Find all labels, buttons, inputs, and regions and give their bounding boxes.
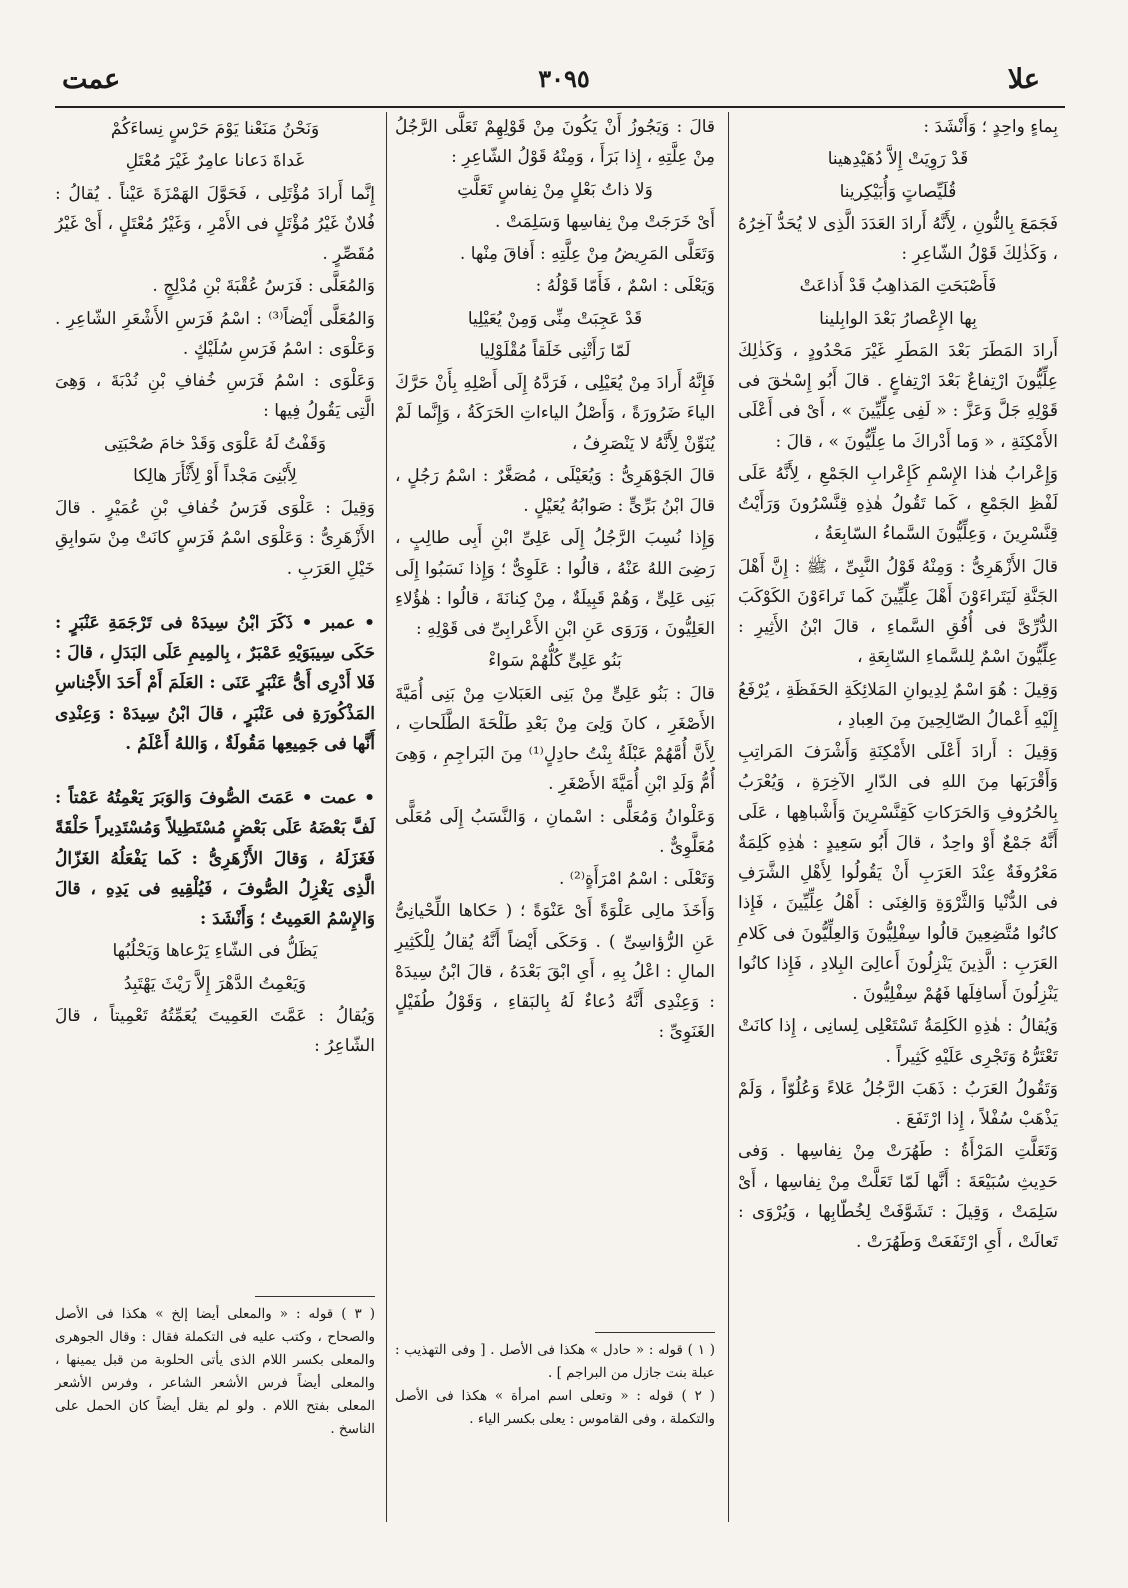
paragraph: إِنَّما أَرادَ مُؤْتَلِى ، فَحَوَّلَ الهَمْزَةَ عَيْناً . يُقالُ : فُلانٌ غَيْرُ مُؤْتَلٍ فى الأَمْرِ ، وَغَيْرُ مُعْتَلٍ ، أَىْ غَيْرُ مُقَصِّرٍ . (55, 183, 375, 264)
paragraph: وَالمُعَلَّى أَيْضاً⁽³⁾ : اسْمُ فَرَسِ الأَشْعَرِ الشّاعِرِ . وَعَلْوَى : اسْمُ فَرَسِ سُلَيْكٍ . (55, 308, 375, 359)
paragraph: وَإِعْرابُ هٰذا الإِسْمِ كَإِعْرابِ الجَمْعِ ، لِأَنَّهُ عَلَى لَفْظِ الجَمْعِ ، كَما تَقُولُ هٰذِهِ قِنَّسْرُونَ وَرَأَيْتُ قِنَّسْرِينَ ، وَعِلِّيُّونَ السَّماءُ السّابِعَةُ ، (738, 463, 1058, 545)
footnotes-left (55, 1286, 375, 1441)
verse-line: لِأَبْنِىَ مَجْداً أَوْ لِأَثْأَرَ هالِكا (133, 465, 297, 486)
footnote-rule (595, 1332, 715, 1333)
paragraph: وَقِيلَ : هُوَ اسْمٌ لِدِيوانِ المَلائِكَةِ الحَفَظَةِ ، يُرْفَعُ إِلَيْهِ أَعْمالُ الصّالِحِينَ مِنَ العِبادِ ، (738, 679, 1058, 730)
column-middle (395, 112, 715, 1050)
paragraph: أَرادَ المَطَرَ بَعْدَ المَطَرِ غَيْرَ مَحْدُودٍ ، وَكَذٰلِكَ عِلِّيُّونَ ارْتِفاعٌ بَعْدَ ارْتِفاعٍ . قالَ أَبُو إِسْحٰقَ فى قَوْلِهِ جَلَّ وَعَزَّ : « لَفِى عِلِّيِّينَ » ، أَىْ فى أَعْلَى الأَمْكِنَةِ ، « وَما أَدْراكَ ما عِلِّيُّونَ » ، قالَ : (738, 340, 1058, 452)
paragraph: وَأَخَذَ مالِى عَلْوَةً أَىْ عَنْوَةً ؛ ( حَكاها اللِّحْيانِىُّ عَنِ الرُّؤاسِىِّ ) . وَحَكَى أَيْضاً أَنَّهُ يُقالُ لِلْكَثِيرِ المالِ : اعْلُ بِهِ ، أَىِ ابْقَ بَعْدَهُ ، قالَ ابْنُ سِيدَهْ : وَعِنْدِى أَنَّهُ دُعاءٌ لَهُ بِالبَقاءِ ، وَقَوْلُ طُفَيْلٍ الغَنَوِىِّ : (395, 901, 715, 1043)
paragraph: وَعَلْوانُ وَمُعَلًّى : اسْمانِ ، وَالنَّسَبُ إِلَى مُعَلًّى مُعَلَّوِىٌّ . (395, 806, 715, 857)
footnote-2: ( ٢ ) قوله : « وتعلى اسم امرأة » هكذا فى الأصل والتكملة ، وفى القاموس : يعلى بكسر الياء . (395, 1387, 715, 1427)
verse-line: بَنُو عَلِىٍّ كُلُّهُمْ سَواءْ (488, 651, 622, 672)
header-left-entry: عمت (62, 64, 121, 95)
column-left (55, 112, 375, 1063)
paragraph: وَتَعَلَّى المَرِيضُ مِنْ عِلَّتِهِ : أَفاقَ مِنْها . (459, 244, 715, 264)
paragraph: وَالمُعَلَّى : فَرَسُ عُقْبَةَ بْنِ مُدْلِجٍ . (152, 276, 375, 297)
verse-line: غَداةَ دَعانا عامِرٌ غَيْرَ مُعْتَلِ (125, 151, 305, 172)
paragraph: بِماءٍ واحِدٍ ؛ وَأَنْشَدَ : (923, 117, 1058, 137)
verse-line: قَدْ رَوِيَتْ إِلاَّ دُهَيْدِهينا (827, 149, 969, 170)
paragraph: فَإِنَّهُ أَرادَ مِنْ يُعَيْلِى ، فَرَدَّهُ إِلَى أَصْلِهِ بِأَنْ حَرَّكَ الياءَ ضَرُورَةً ، وَأَصْلُ الياءاتِ الحَرَكَةُ ، وَإِنَّما لَمْ يُنَوِّنْ لِأَنَّهُ لا يَنْصَرِفُ ، (395, 373, 715, 454)
verse-line: قَدْ عَجِبَتْ مِنِّى وَمِنْ يُعَيْلِيا (467, 308, 643, 329)
paragraph: قالَ : بَنُو عَلِىٍّ مِنْ بَنِى العَبَلاتِ مِنْ بَنِى أُمَيَّةَ الأَصْغَرِ ، كانَ وَلِىَ مِنْ بَعْدِ طَلْحَةَ الطَّلَحاتِ ، لِأَنَّ أُمَّهُمْ عَبْلَةُ بِنْتُ حادِلٍ⁽¹⁾ مِنَ البَراجِمِ ، وَهِىَ أُمُّ وَلَدِ ابْنِ أُمَيَّةَ الأَصْغَرِ . (395, 683, 715, 795)
column-right (738, 112, 1058, 1259)
paragraph: وَعَلْوَى : اسْمُ فَرَسِ خُفافِ بْنِ نُدْبَةَ ، وَهِىَ الَّتِى يَقُولُ فِيها : (55, 371, 375, 422)
footnote-rule (255, 1296, 375, 1297)
entry-omber: • عمبر • ذَكَرَ ابْنُ سِيدَهْ فى تَرْجَمَةِ عَنْبَرٍ : حَكَى سِيبَوَيْهِ عَمْبَرٌ ، بِالمِيمِ عَلَى البَدَلِ ، قالَ : فَلا أَدْرِى أَىُّ عَنْبَرٍ عَنَى : العَلَمَ أَمْ أَحَدَ الأَجْناسِ المَذْكُورَةِ فى عَنْبَرٍ ، قالَ ابْنُ سِيدَهْ : وَعِنْدِى أَنَّها فى جَمِيعِها مَقُولَةٌ ، وَاللهُ أَعْلَمُ . (55, 612, 375, 754)
footnote-3: ( ٣ ) قوله : « والمعلى أيضا إلخ » هكذا فى الأصل والصحاح ، وكتب عليه فى التكملة فقال : وقال الجوهرى والمعلى بكسر اللام الذى يأتى الحلوبة من قبل يمينها ، والمعلى أيضاً فرس الأشعر الشاعر ، وفرس الأشعر المعلى بفتح اللام . ولو لم يقل أيضاً كان الحمل على الناسخ . (55, 1306, 375, 1437)
verse-line: وَنَحْنُ مَنَعْنا يَوْمَ حَرْسٍ نِساءَكُمْ (110, 119, 320, 139)
paragraph: قالَ الأَزْهَرِىُّ : وَمِنْهُ قَوْلُ النَّبِىِّ ، ﷺ : إِنَّ أَهْلَ الجَنَّةِ لَيَتَراءَوْنَ أَهْلَ عِلِّيِّينَ كَما تَراءَوْنَ الكَوْكَبَ الدُّرِّىَّ فى أُفُقِ السَّماءِ ، قالَ ابْنُ الأَثِيرِ : عِلِّيُّونَ اسْمٌ لِلسَّماءِ السّابِعَةِ ، (738, 556, 1058, 668)
paragraph: قالَ : وَيَجُوزُ أَنْ يَكُونَ مِنْ قَوْلِهِمْ تَعَلَّى الرَّجُلُ مِنْ عِلَّتِهِ ، إِذا بَرَأَ ، وَمِنْهُ قَوْلُ الشّاعِرِ : (395, 117, 715, 168)
header-right-entry: علا (1007, 64, 1040, 95)
page-number: ٣٠٩٥ (538, 64, 590, 93)
column-divider-left (386, 112, 387, 1522)
verse-line: وَلا ذاتُ بَعْلٍ مِنْ نِفاسٍ تَعَلَّتِ (457, 179, 653, 200)
paragraph: أَىْ خَرَجَتْ مِنْ نِفاسِها وَسَلِمَتْ . (495, 211, 715, 232)
paragraph: وَيَعْلَى : اسْمٌ ، فَأَمّا قَوْلُهُ : (535, 276, 715, 297)
entry-gap (55, 586, 375, 608)
page-header (0, 58, 1128, 98)
paragraph: وَإِذا نُسِبَ الرَّجُلُ إِلَى عَلِىِّ ابْنِ أَبِى طالِبٍ ، رَضِىَ اللهُ عَنْهُ ، قالُوا : عَلَوِىٌّ ؛ وَإِذا نَسَبُوا إِلَى بَنِى عَلِىٍّ ، وَهُمْ قَبِيلَةٌ ، مِنْ كِنانَةَ ، قالُوا : هٰؤُلاءِ العَلِيُّونَ ، وَرَوَى عَنِ ابْنِ الأَعْرابِىِّ فى قَوْلِهِ : (395, 528, 715, 639)
paragraph: وَتَقُولُ العَرَبُ : ذَهَبَ الرَّجُلُ عَلاءً وَعُلُوّاً ، وَلَمْ يَذْهَبْ سُفْلاً ، إِذا ارْتَفَعَ . (738, 1078, 1058, 1129)
verse-line: وَيَعْمِتُ الدَّهْرَ إِلاَّ رَيْثَ يَهْتَبِدُ (123, 973, 307, 994)
paragraph: قالَ الجَوْهَرِىُّ : وَيُعَيْلَى ، مُصَغَّرٌ : اسْمُ رَجُلٍ ، قالَ ابْنُ بَرِّىٍّ : صَوابُهُ يُعَيْلٍ . (395, 465, 715, 516)
paragraph: فَجَمَعَ بِالنُّونِ ، لِأَنَّهُ أَرادَ العَدَدَ الَّذِى لا يُحَدُّ آخِرُهُ ، وَكَذٰلِكَ قَوْلُ الشّاعِرِ : (738, 213, 1058, 264)
header-rule (55, 106, 1065, 108)
footnote-1: ( ١ ) قوله : « حادل » هكذا فى الأصل . [ وفى التهذيب : عبلة بنت جازل من البراجم ] . (395, 1342, 715, 1381)
paragraph: وَقِيلَ : عَلْوَى فَرَسُ خُفافِ بْنِ عُمَيْرٍ . قالَ الأَزْهَرِىُّ : وَعَلْوَى اسْمُ فَرَسٍ كانَتْ مِنْ سَوابِقِ خَيْلِ العَرَبِ . (55, 498, 375, 579)
paragraph: وَقِيلَ : أَرادَ أَعْلَى الأَمْكِنَةِ وَأَشْرَفَ المَراتِبِ وَأَقْرَبَها مِنَ اللهِ فى الدّارِ الآخِرَةِ ، وَيُعْرَبُ بِالحُرُوفِ وَالحَرَكاتِ كَقِنَّسْرِينَ وَأَشْباهِها ، عَلَى أَنَّهُ جَمْعٌ أَوْ واحِدٌ ، قالَ أَبُو سَعِيدٍ : هٰذِهِ كَلِمَةٌ مَعْرُوفَةٌ عِنْدَ العَرَبِ أَنْ يَقُولُوا لِأَهْلِ الشَّرَفِ فى الدُّنْيا وَالثَّرْوَةِ وَالغِنَى : أَهْلُ عِلِّيِّينَ ، فَإِذا كانُوا مُتَّضِعِينَ قالُوا سِفْلِيُّونَ وَالعِلِّيُّونَ فى كَلامِ العَرَبِ : الَّذِينَ يَنْزِلُونَ أَعالِىَ البِلادِ ، فَإِذا كانُوا يَنْزِلُونَ أَسافِلَها فَهُمْ سِفْلِيُّونَ . (738, 742, 1058, 1004)
paragraph: وَيُقالُ : هٰذِهِ الكَلِمَةُ تَسْتَعْلِى لِسانِى ، إِذا كانَتْ تَعْتَرُّهُ وَتَجْرِى عَلَيْهِ كَثِيراً . (738, 1016, 1058, 1067)
verse-line: لَمّا رَأَتْنِى خَلَقاً مُقْلَوْلِيا (479, 340, 631, 361)
verse-line: وَقَفْتُ لَهُ عَلْوَى وَقَدْ خامَ صُحْبَتِى (103, 433, 327, 454)
entry-gap (55, 761, 375, 783)
verse-line: قُلَيِّصاتٍ وَأُبَيْكِرينا (839, 181, 957, 202)
column-divider-right (728, 112, 729, 1522)
paragraph: وَيُقالُ : عَمَّتَ العَمِيتَ يُعَمِّتُهُ تَعْمِيتاً ، قالَ الشّاعِرُ : (55, 1005, 375, 1056)
paragraph: وَتَعَلَّتِ المَرْأَةُ : طَهُرَتْ مِنْ نِفاسِها . وَفى حَدِيثِ سُبَيْعَةَ : أَنَّها لَمّا تَعَلَّتْ مِنْ نِفاسِها ، أَىْ سَلِمَتْ ، وَقِيلَ : تَشَوَّفَتْ لِخُطّابِها ، وَيُرْوَى : تَعالَتْ ، أَىِ ارْتَفَعَتْ وَطَهُرَتْ . (738, 1141, 1058, 1252)
paragraph: وَتَعْلَى : اسْمُ امْرَأَةٍ⁽²⁾ . (559, 869, 715, 889)
entry-omt: • عمت • عَمَتَ الصُّوفَ وَالوَبَرَ يَعْمِتُهُ عَمْتاً : لَفَّ بَعْضَهُ عَلَى بَعْضٍ مُسْتَطِيلاً وَمُسْتَدِيراً حَلْقَةً فَغَزَلَهُ ، وَقالَ الأَزْهَرِىُّ : كَما يَفْعَلُهُ الغَزّالُ الَّذِى يَغْزِلُ الصُّوفَ ، فَيُلْقِيهِ فى يَدِهِ ، قالَ وَالإِسْمُ العَمِيتُ ؛ وَأَنْشَدَ : (55, 788, 375, 929)
footnotes-middle (395, 1322, 715, 1431)
verse-line: فَأَصْبَحَتِ المَذاهِبُ قَدْ أَذاعَتْ (799, 276, 997, 297)
verse-line: بِها الإِعْصارُ بَعْدَ الوابِلينا (819, 308, 977, 329)
verse-line: يَظَلُّ فى الشّاءِ يَرْعاها وَيَحْلُبُها (112, 941, 318, 962)
